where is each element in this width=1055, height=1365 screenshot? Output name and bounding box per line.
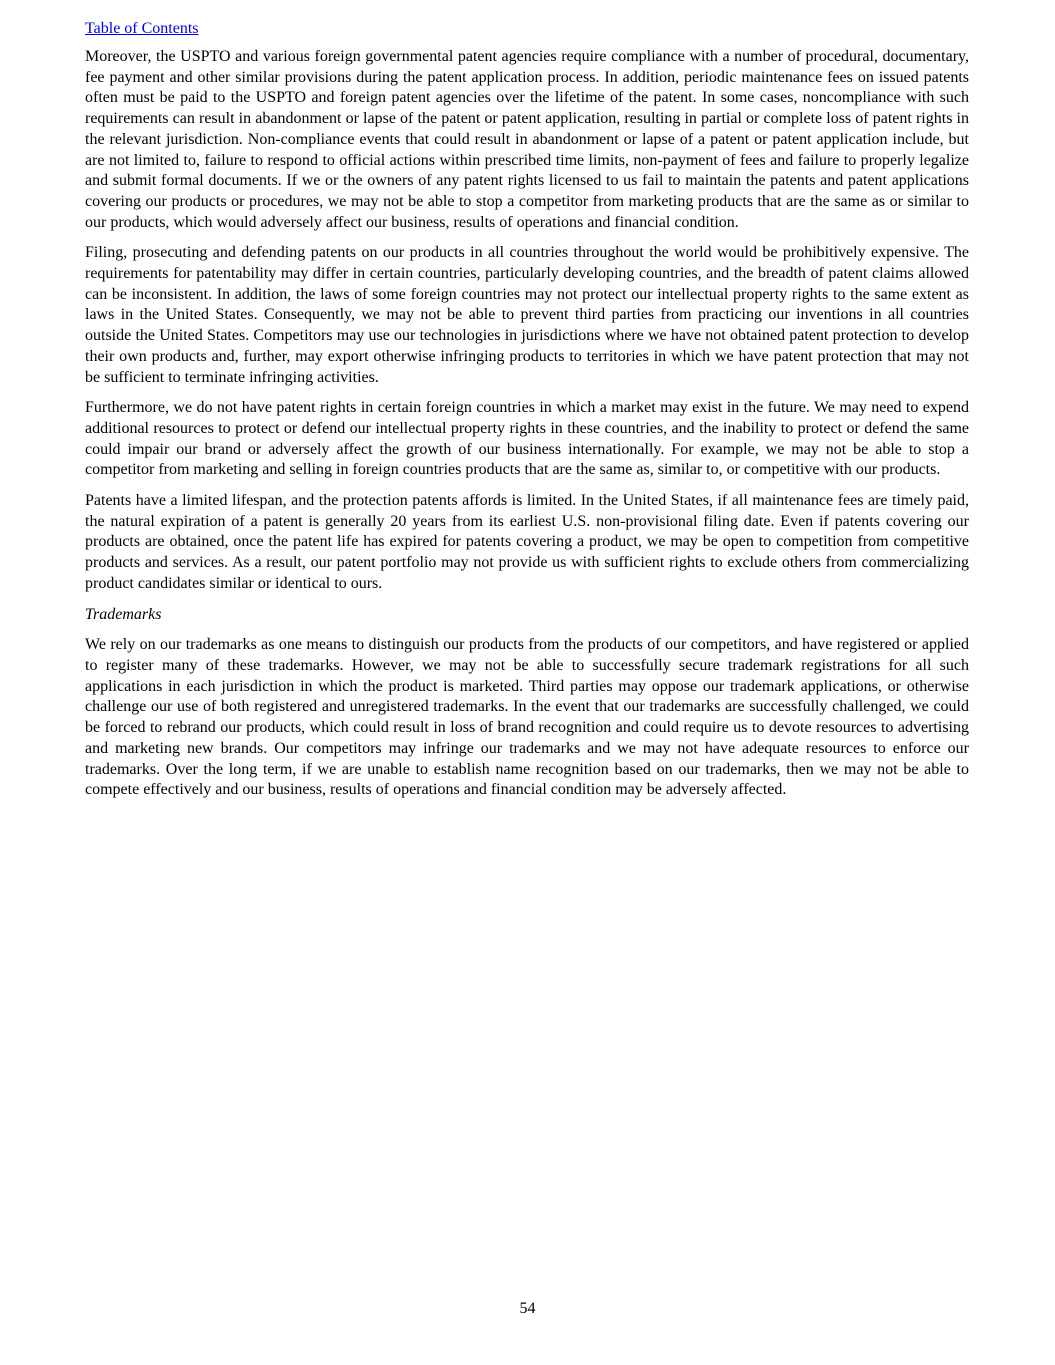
- page-number: 54: [519, 1300, 536, 1317]
- table-of-contents-link[interactable]: Table of Contents: [85, 20, 199, 37]
- paragraph-patent-maintenance: Moreover, the USPTO and various foreign governmental patent agencies require compliance with a number of procedural, documentary, fee payment and other similar provisions during the patent application process. In addition, periodic maintenance fees on issued patents often must be paid to the USPTO and foreign patent agencies over the lifetime of the patent. In some cases, noncompliance with such requirements can result in abandonment or lapse of the patent or patent application, resulting in partial or complete loss of patent rights in the relevant jurisdiction. Non-compliance events that could result in abandonment or lapse of a patent or patent application include, but are not limited to, failure to respond to official actions within prescribed time limits, non-payment of fees and failure to properly legalize and submit formal documents. If we or the owners of any patent rights licensed to us fail to maintain the patents and patent applications covering our products or procedures, we may not be able to stop a competitor from marketing products that are the same as or similar to our products, which would adversely affect our business, results of operations and financial condition.: [85, 48, 969, 231]
- paragraph-foreign-filing: Filing, prosecuting and defending patents on our products in all countries throughout the world would be prohibitively expensive. The requirements for patentability may differ in certain countries, particularly developing countries, and the breadth of patent claims allowed can be inconsistent. In addition, the laws of some foreign countries may not protect our intellectual property rights to the same extent as laws in the United States. Consequently, we may not be able to prevent third parties from practicing our inventions in all countries outside the United States. Competitors may use our technologies in jurisdictions where we have not obtained patent protection to develop their own products and, further, may export otherwise infringing products to territories in which we have patent protection that may not be sufficient to terminate infringing activities.: [85, 244, 969, 386]
- paragraph-foreign-rights: Furthermore, we do not have patent rights in certain foreign countries in which a market may exist in the future. We may need to expend additional resources to protect or defend our intellectual property rights in these countries, and the inability to protect or defend the same could impair our brand or adversely affect the growth of our business internationally. For example, we may not be able to stop a competitor from marketing and selling in foreign countries products that are the same as, similar to, or competitive with our products.: [85, 399, 969, 479]
- paragraph-patent-lifespan: Patents have a limited lifespan, and the protection patents affords is limited. In the United States, if all maintenance fees are timely paid, the natural expiration of a patent is generally 20 years from its earliest U.S. non-provisional filing date. Even if patents covering our products are obtained, once the patent life has expired for patents covering a product, we may be open to competition from competitive products and services. As a result, our patent portfolio may not provide us with sufficient rights to exclude others from commercializing product candidates similar or identical to ours.: [85, 492, 969, 592]
- document-body: [85, 47, 969, 811]
- section-heading-trademarks: Trademarks: [85, 605, 162, 623]
- paragraph-trademarks: We rely on our trademarks as one means to distinguish our products from the products of our competitors, and have registered or applied to register many of these trademarks. However, we may not be able to successfully secure trademark registrations for all such applications in each jurisdiction in which the product is marketed. Third parties may oppose our trademark applications, or otherwise challenge our use of both registered and unregistered trademarks. In the event that our trademarks are successfully challenged, we could be forced to rebrand our products, which could result in loss of brand recognition and could require us to devote resources to advertising and marketing new brands. Our competitors may infringe our trademarks and we may not have adequate resources to enforce our trademarks. Over the long term, if we are unable to establish name recognition based on our trademarks, then we may not be able to compete effectively and our business, results of operations and financial condition may be adversely affected.: [85, 636, 969, 799]
